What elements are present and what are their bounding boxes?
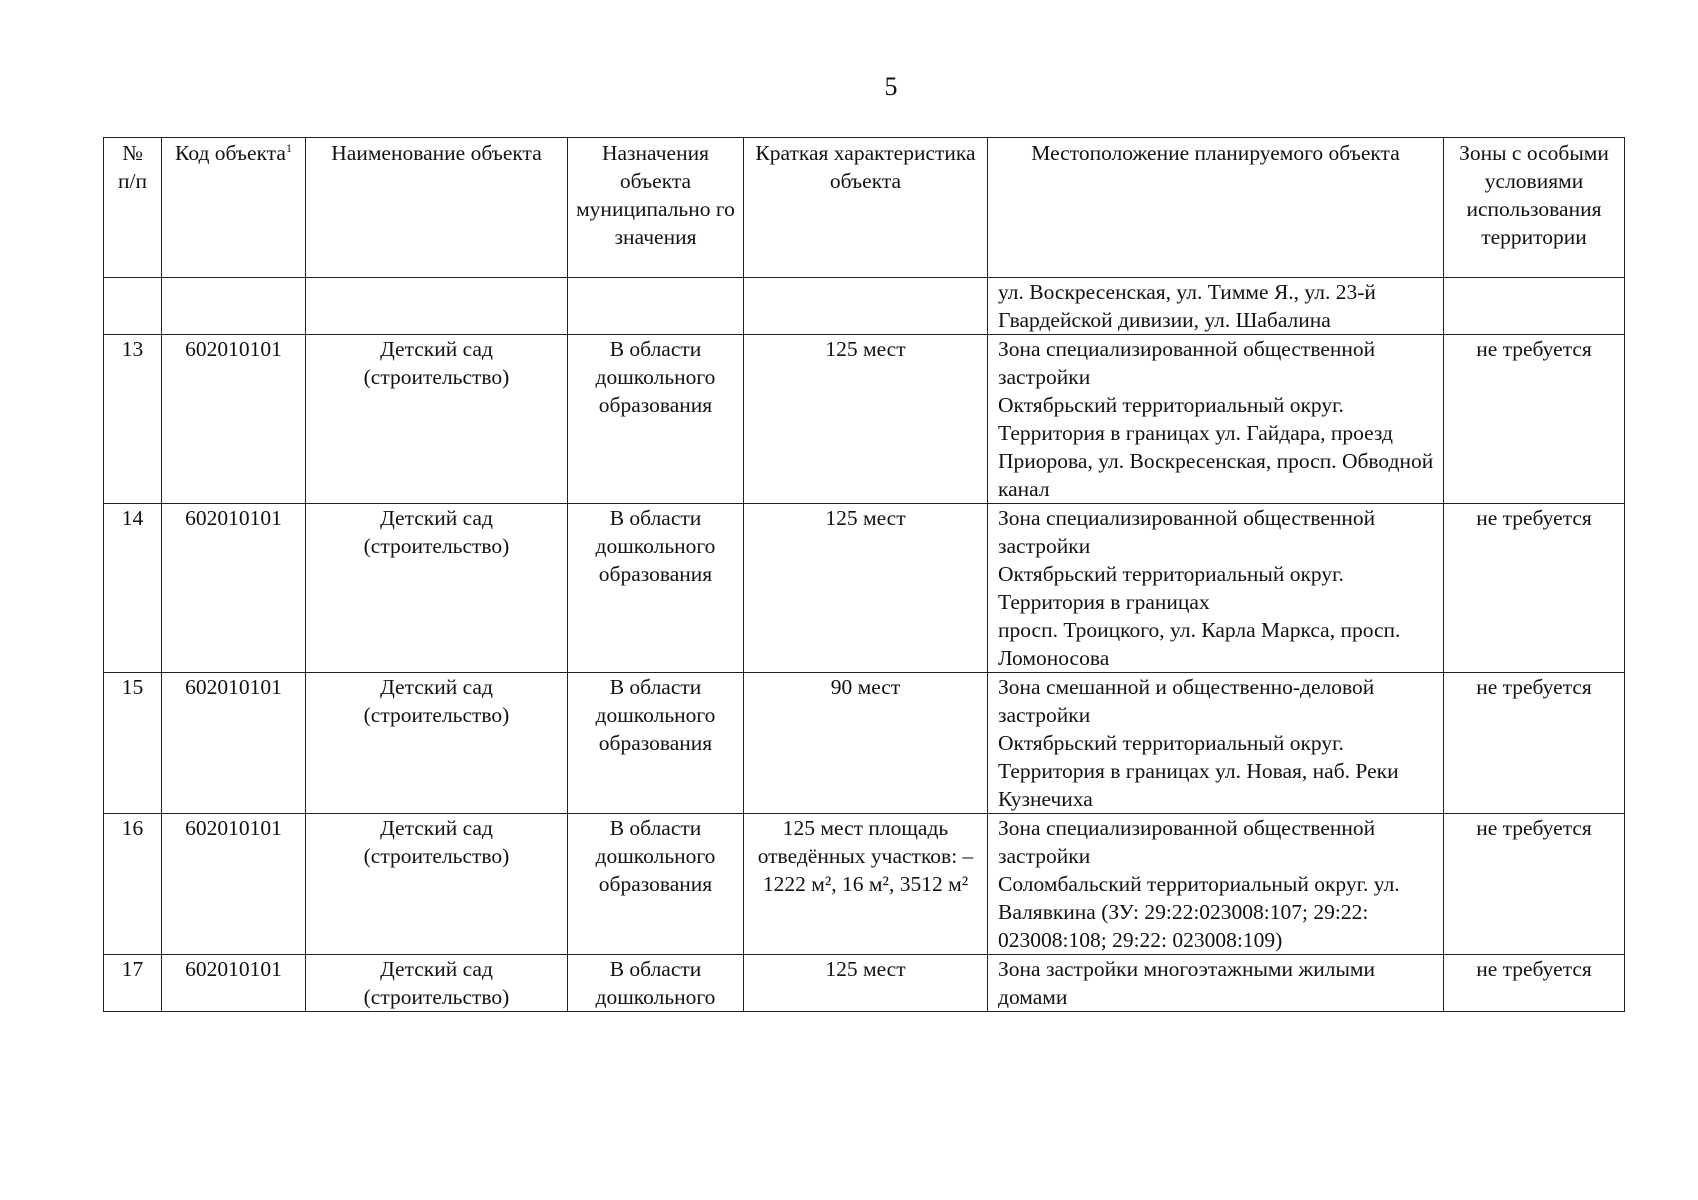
cell-characteristic: 125 мест [744,955,988,1012]
cell-purpose: В области дошкольного образования [568,814,744,955]
cell-num: 15 [104,673,162,814]
cell-name: Детский сад (строительство) [306,814,568,955]
cell-num: 14 [104,504,162,673]
cell-code: 602010101 [162,673,306,814]
page-number: 5 [884,72,898,101]
cell-zones: не требуется [1444,673,1625,814]
table-row [104,504,1625,673]
cell-purpose: В области дошкольного образования [568,335,744,504]
cell-code: 602010101 [162,504,306,673]
cell-num [104,278,162,335]
table-row-continuation [104,278,1625,335]
cell-purpose: В области дошкольного [568,955,744,1012]
cell-purpose [568,278,744,335]
cell-zones: не требуется [1444,814,1625,955]
cell-characteristic [744,278,988,335]
cell-zones [1444,278,1625,335]
cell-code: 602010101 [162,814,306,955]
cell-location: Зона специализированной общественной застройки Октябрьский территориальный округ. Территория в границах просп. Троицкого, ул. Карла Маркса, просп. Ломоносова [988,504,1444,673]
cell-num: 13 [104,335,162,504]
cell-name [306,278,568,335]
cell-name: Детский сад (строительство) [306,955,568,1012]
cell-zones: не требуется [1444,335,1625,504]
cell-location: ул. Воскресенская, ул. Тимме Я., ул. 23-й Гвардейской дивизии, ул. Шабалина [988,278,1444,335]
cell-characteristic: 90 мест [744,673,988,814]
cell-name: Детский сад (строительство) [306,335,568,504]
cell-zones: не требуется [1444,955,1625,1012]
cell-code: 602010101 [162,335,306,504]
header-location: Местоположение планируемого объекта [988,138,1444,278]
cell-name: Детский сад (строительство) [306,673,568,814]
objects-table [103,137,1625,1012]
cell-zones: не требуется [1444,504,1625,673]
cell-num: 17 [104,955,162,1012]
table-header-row [104,138,1625,278]
cell-characteristic: 125 мест [744,335,988,504]
cell-purpose: В области дошкольного образования [568,504,744,673]
table-row [104,673,1625,814]
footnote-marker: 1 [285,140,292,155]
cell-location: Зона специализированной общественной застройки Октябрьский территориальный округ. Территория в границах ул. Гайдара, проезд Приорова, ул. Воскресенская, просп. Обводной канал [988,335,1444,504]
header-num: № п/п [104,138,162,278]
cell-location: Зона смешанной и общественно-деловой застройки Октябрьский территориальный округ. Территория в границах ул. Новая, наб. Реки Кузнечиха [988,673,1444,814]
header-code: Код объекта$^1$ [162,138,306,278]
header-name: Наименование объекта [306,138,568,278]
cell-location: Зона застройки многоэтажными жилыми домами [988,955,1444,1012]
cell-purpose: В области дошкольного образования [568,673,744,814]
table-row [104,814,1625,955]
table-row [104,335,1625,504]
header-characteristic: Краткая характеристика объекта [744,138,988,278]
cell-name: Детский сад (строительство) [306,504,568,673]
cell-characteristic: 125 мест [744,504,988,673]
cell-code: 602010101 [162,955,306,1012]
cell-characteristic: 125 мест площадь отведённых участков: – 1222 м², 16 м², 3512 м² [744,814,988,955]
cell-location: Зона специализированной общественной застройки Соломбальский территориальный округ. ул. Валявкина (ЗУ: 29:22:023008:107; 29:22: 023008:108; 29:22: 023008:109) [988,814,1444,955]
header-purpose: Назначения объекта муниципально го значения [568,138,744,278]
table-row [104,955,1625,1012]
cell-code [162,278,306,335]
cell-num: 16 [104,814,162,955]
header-zones: Зоны с особыми условиями использования территории [1444,138,1625,278]
